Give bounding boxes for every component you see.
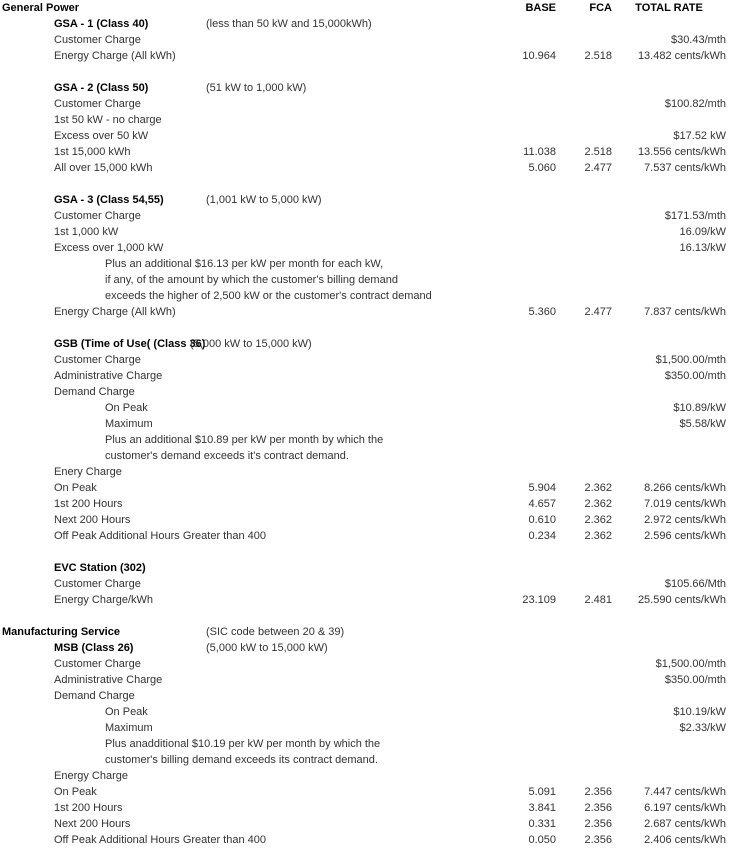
base-value [460,752,556,768]
total-value: 7.447 cents/kWh [644,786,726,798]
fca-value [556,560,612,576]
fca-value [556,720,612,736]
total-value: 13.482 cents/kWh [637,50,726,62]
section-title-general-power: General Power [2,2,80,14]
fca-value [556,320,612,336]
base-value [460,272,556,288]
fca-value: 2.356 [584,834,612,846]
fca-value [556,240,612,256]
rate-row [0,336,730,352]
fca-value: 2.356 [584,786,612,798]
base-value [460,368,556,384]
fca-value [556,768,612,784]
rate-row [0,704,730,720]
rate-row [0,272,730,288]
rate-row [0,544,730,560]
row-label: On Peak [54,786,97,798]
base-value [460,112,556,128]
row-label: Maximum [105,418,153,430]
base-value [460,720,556,736]
row-description: (less than 50 kW and 15,000kWh) [206,18,372,30]
row-description: (5,000 kW to 15,000 kW) [190,338,312,350]
base-value [460,432,556,448]
base-value [460,560,556,576]
total-value: 2.596 cents/kWh [644,530,726,542]
fca-value [556,416,612,432]
base-value [460,208,556,224]
rate-row [0,352,730,368]
row-description: (5,000 kW to 15,000 kW) [206,642,328,654]
fca-value [556,176,612,192]
fca-value: 2.481 [584,594,612,606]
rate-row [0,16,730,32]
row-label: Administrative Charge [54,674,163,686]
rate-row [0,320,730,336]
total-value: $2.33/kW [679,722,726,734]
fca-value [556,400,612,416]
total-value: 7.019 cents/kWh [644,498,726,510]
total-value [612,544,726,560]
fca-value [556,464,612,480]
fca-value [556,208,612,224]
rate-row [0,800,730,816]
base-value: 10.964 [522,50,556,62]
total-value [612,288,726,304]
base-value: 0.331 [528,818,556,830]
fca-value [556,672,612,688]
row-label: 1st 200 Hours [54,498,123,510]
rate-row [0,256,730,272]
base-value [460,224,556,240]
base-value [460,176,556,192]
total-value [612,464,726,480]
total-value: $10.19/kW [673,706,726,718]
row-label: 1st 1,000 kW [54,226,119,238]
rate-row [0,576,730,592]
fca-value: 2.362 [584,498,612,510]
base-value [460,544,556,560]
fca-value [556,752,612,768]
total-value [612,192,726,208]
rate-row [0,288,730,304]
rate-row [0,112,730,128]
total-value [612,320,726,336]
total-value [612,768,726,784]
rate-row [0,368,730,384]
total-value: 2.406 cents/kWh [644,834,726,846]
total-value [612,736,726,752]
fca-value [556,112,612,128]
total-value: $10.89/kW [673,402,726,414]
fca-value [556,688,612,704]
rate-row [0,208,730,224]
fca-value [556,192,612,208]
total-value [612,448,726,464]
total-value: 7.837 cents/kWh [644,306,726,318]
fca-value [556,336,612,352]
total-value: $17.52 kW [673,130,726,142]
row-label: On Peak [54,482,97,494]
row-label: Customer Charge [54,578,141,590]
row-label: On Peak [105,706,148,718]
base-value: 11.038 [523,146,556,158]
row-label: Off Peak Additional Hours Greater than 400 [54,834,266,846]
row-label: Energy Charge/kWh [54,594,154,606]
fca-value [556,256,612,272]
total-value: $5.58/kW [679,418,726,430]
total-value [612,112,726,128]
total-value: 13.556 cents/kWh [637,146,726,158]
total-value: $100.82/mth [664,98,726,110]
fca-value [556,624,612,640]
rate-row [0,656,730,672]
rate-row [0,480,730,496]
total-value [612,608,726,624]
fca-value: 2.356 [584,802,612,814]
rate-row [0,144,730,160]
total-value: $1,500.00/mth [655,354,726,366]
rate-row [0,512,730,528]
row-label: Plus an additional $16.13 per kW per month for each kW, [105,258,384,270]
total-value [612,384,726,400]
rate-row [0,192,730,208]
row-label: Excess over 1,000 kW [54,242,164,254]
fca-value: 2.362 [584,530,612,542]
base-value [460,688,556,704]
base-value: 0.050 [528,834,556,846]
row-label: Customer Charge [54,658,141,670]
fca-value [556,352,612,368]
row-label: Customer Charge [54,354,141,366]
rate-row [0,560,730,576]
total-value: $350.00/mth [664,370,726,382]
row-label: 1st 50 kW - no charge [54,114,162,126]
table-header-row [0,0,730,16]
total-value: 2.972 cents/kWh [644,514,726,526]
base-value [460,240,556,256]
fca-value [556,128,612,144]
base-value: 5.360 [528,306,556,318]
fca-value: 2.477 [584,162,612,174]
fca-value: 2.477 [584,306,612,318]
base-value [460,80,556,96]
fca-value [556,64,612,80]
row-label: Energy Charge [54,770,128,782]
fca-value [556,608,612,624]
row-label: customer's demand exceeds it's contract demand. [105,450,349,462]
rate-row [0,624,730,640]
total-value [612,256,726,272]
row-label: All over 15,000 kWh [54,162,153,174]
fca-value [556,16,612,32]
rate-row [0,832,730,848]
fca-value [556,96,612,112]
row-label: Demand Charge [54,386,135,398]
fca-value [556,432,612,448]
rate-row [0,128,730,144]
total-value [612,16,726,32]
base-value [460,128,556,144]
row-label: Customer Charge [54,210,141,222]
fca-value: 2.362 [584,482,612,494]
base-value [460,672,556,688]
base-value [460,576,556,592]
total-value: $105.66/Mth [664,578,726,590]
base-value: 5.060 [528,162,556,174]
row-label: Demand Charge [54,690,135,702]
base-value [460,96,556,112]
total-value [612,752,726,768]
row-label: GSA - 2 (Class 50) [54,82,149,94]
fca-value: 2.356 [584,818,612,830]
fca-value [556,32,612,48]
fca-value: 2.518 [584,146,612,158]
row-label: Plus anadditional $10.19 per kW per month by which the [105,738,381,750]
rate-row [0,416,730,432]
row-label: Energy Charge (All kWh) [54,306,176,318]
rate-row [0,80,730,96]
rate-row [0,768,730,784]
base-value [460,624,556,640]
fca-value [556,544,612,560]
rate-row [0,608,730,624]
row-label: Customer Charge [54,98,141,110]
total-value [612,80,726,96]
rate-row [0,448,730,464]
row-label: 1st 15,000 kWh [54,146,131,158]
base-value [460,320,556,336]
row-label: Customer Charge [54,34,141,46]
rate-row [0,64,730,80]
rate-row [0,304,730,320]
total-value: $1,500.00/mth [655,658,726,670]
total-value: 8.266 cents/kWh [644,482,726,494]
base-value [460,448,556,464]
base-value [460,16,556,32]
base-value [460,256,556,272]
fca-value [556,288,612,304]
row-label: exceeds the higher of 2,500 kW or the customer's contract demand [105,290,432,302]
base-value: 4.657 [528,498,556,510]
row-label: GSA - 1 (Class 40) [54,18,149,30]
base-value [460,608,556,624]
row-label: Enery Charge [54,466,122,478]
row-label: On Peak [105,402,148,414]
rate-row [0,464,730,480]
rate-row [0,592,730,608]
rate-row [0,640,730,656]
row-label: Plus an additional $10.89 per kW per month by which the [105,434,384,446]
rate-row [0,816,730,832]
rate-row [0,224,730,240]
total-value [612,432,726,448]
row-label: GSB (Time of Use( (Class 36) [54,338,206,350]
fca-value: 2.362 [584,514,612,526]
total-value: $30.43/mth [670,34,726,46]
base-value [460,656,556,672]
total-value [612,640,726,656]
row-label: MSB (Class 26) [54,642,134,654]
rate-row [0,784,730,800]
row-description: (51 kW to 1,000 kW) [206,82,307,94]
row-label: Maximum [105,722,153,734]
total-value: 16.13/kW [679,242,726,254]
total-value: $350.00/mth [664,674,726,686]
base-value [460,384,556,400]
base-value [460,288,556,304]
row-label: customer's billing demand exceeds its contract demand. [105,754,378,766]
column-header-fca: FCA [589,2,612,14]
rate-row [0,672,730,688]
total-value: 16.09/kW [679,226,726,238]
fca-value [556,576,612,592]
total-value [612,624,726,640]
base-value [460,352,556,368]
rate-row [0,720,730,736]
base-value [460,416,556,432]
rate-row [0,736,730,752]
total-value: 25.590 cents/kWh [637,594,726,606]
base-value: 23.109 [522,594,556,606]
rate-row [0,48,730,64]
row-label: Next 200 Hours [54,818,131,830]
row-label: Manufacturing Service [2,626,120,638]
base-value: 5.904 [528,482,556,494]
fca-value [556,736,612,752]
row-description: (SIC code between 20 & 39) [206,626,345,638]
total-value [612,272,726,288]
fca-value [556,384,612,400]
base-value: 0.610 [528,514,556,526]
total-value [612,336,726,352]
row-description: (1,001 kW to 5,000 kW) [206,194,322,206]
base-value [460,400,556,416]
total-value [612,64,726,80]
base-value [460,336,556,352]
rate-row [0,32,730,48]
row-label: GSA - 3 (Class 54,55) [54,194,164,206]
total-value: 7.537 cents/kWh [644,162,726,174]
column-header-total-rate: TOTAL RATE [635,2,703,14]
rate-table-body [0,16,730,848]
rate-row [0,528,730,544]
base-value [460,32,556,48]
row-label: EVC Station (302) [54,562,146,574]
rate-row [0,400,730,416]
total-value [612,560,726,576]
rate-row [0,176,730,192]
base-value [460,464,556,480]
rate-row [0,240,730,256]
column-header-base: BASE [525,2,556,14]
base-value [460,768,556,784]
base-value [460,640,556,656]
fca-value [556,640,612,656]
total-value: 2.687 cents/kWh [644,818,726,830]
row-label: Excess over 50 kW [54,130,149,142]
row-label: 1st 200 Hours [54,802,123,814]
total-value: $171.53/mth [664,210,726,222]
total-value [612,688,726,704]
total-value: 6.197 cents/kWh [644,802,726,814]
rate-row [0,496,730,512]
rate-row [0,384,730,400]
base-value [460,736,556,752]
fca-value [556,448,612,464]
rate-row [0,688,730,704]
fca-value: 2.518 [584,50,612,62]
row-label: Energy Charge (All kWh) [54,50,176,62]
base-value [460,704,556,720]
base-value: 0.234 [528,530,556,542]
fca-value [556,224,612,240]
fca-value [556,272,612,288]
fca-value [556,704,612,720]
base-value: 5.091 [528,786,556,798]
row-label: Off Peak Additional Hours Greater than 400 [54,530,266,542]
rate-row [0,432,730,448]
row-label: Administrative Charge [54,370,163,382]
total-value [612,176,726,192]
base-value [460,192,556,208]
base-value: 3.841 [528,802,556,814]
fca-value [556,368,612,384]
rate-row [0,752,730,768]
row-label: Next 200 Hours [54,514,131,526]
base-value [460,64,556,80]
row-label: if any, of the amount by which the customer's billing demand [105,274,398,286]
rate-row [0,96,730,112]
rate-row [0,160,730,176]
fca-value [556,80,612,96]
fca-value [556,656,612,672]
